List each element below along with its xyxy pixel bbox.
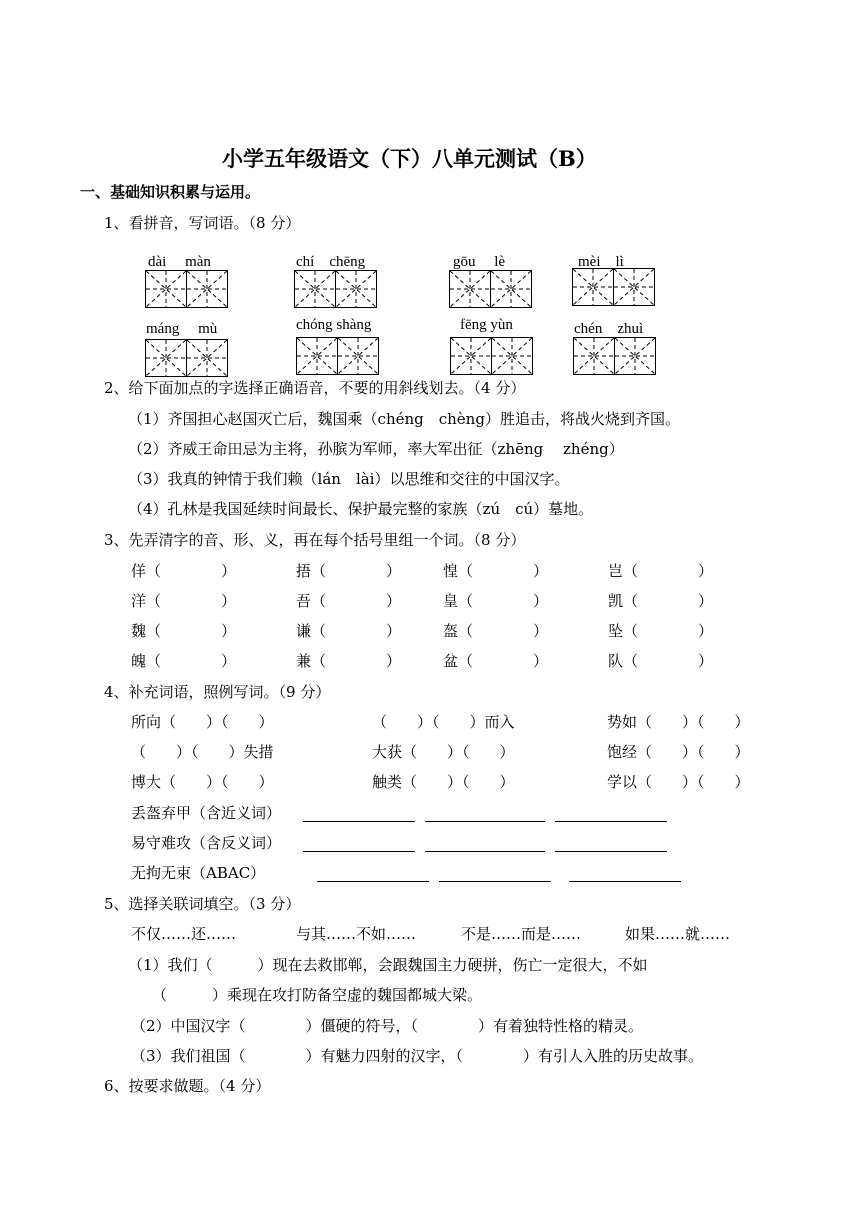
tianzige-box[interactable] <box>450 337 533 375</box>
tianzige-box[interactable] <box>572 268 655 306</box>
pinyin-label: máng mù <box>146 321 218 337</box>
q4-cell: 博大（ ）（ ） <box>131 773 274 791</box>
q3-cell: 佯（ ） <box>131 562 237 580</box>
q4-cell: 大获（ ）（ ） <box>372 743 515 761</box>
tianzige-box[interactable] <box>145 270 228 308</box>
q5-heading: 5、选择关联词填空。（3 分） <box>104 895 301 913</box>
q3-cell: 惶（ ） <box>443 562 549 580</box>
tianzige-box[interactable] <box>573 337 656 375</box>
q4-cell: 饱经（ ）（ ） <box>607 743 750 761</box>
q4-line-label: 无拘无束（ABAC） <box>131 864 266 882</box>
q3-cell: 兼（ ） <box>296 652 402 670</box>
pinyin-label: chí chēng <box>296 254 366 270</box>
q3-cell: 魏（ ） <box>131 622 237 640</box>
q2-item: （1）齐国担心赵国灭亡后，魏国乘（chéng chèng）胜追击，将战火烧到齐国。 <box>128 410 680 428</box>
q5-option: 不是……而是…… <box>461 925 582 943</box>
q4-cell: （ ）（ ）失措 <box>131 743 274 761</box>
q4-cell: 触类（ ）（ ） <box>372 773 515 791</box>
q3-cell: 洋（ ） <box>131 592 237 610</box>
q5-sentence: （3）我们祖国（ ）有魅力四射的汉字，（ ）有引人入胜的历史故事。 <box>131 1047 704 1065</box>
q4-line-label: 易守难攻（含反义词） <box>131 834 282 852</box>
answer-line[interactable] <box>317 881 429 882</box>
q3-cell: 皇（ ） <box>443 592 549 610</box>
q2-item: （2）齐威王命田忌为主将，孙膑为军师，率大军出征（zhēng zhéng） <box>128 440 624 458</box>
tianzige-box[interactable] <box>145 339 228 377</box>
q3-heading: 3、先弄清字的音、形、义，再在每个括号里组一个词。（8 分） <box>104 531 526 549</box>
q4-cell: 学以（ ）（ ） <box>607 773 750 791</box>
q5-option: 如果……就…… <box>625 925 731 943</box>
q5-option: 不仅……还…… <box>131 925 237 943</box>
q4-cell: 所向（ ）（ ） <box>131 713 274 731</box>
pinyin-label: gōu lè <box>453 254 506 270</box>
q2-item: （4）孔林是我国延续时间最长、保护最完整的家族（zú cú）墓地。 <box>128 500 594 518</box>
q4-cell: （ ）（ ）而入 <box>372 713 515 731</box>
pinyin-label: mèi lì <box>578 254 624 270</box>
page-title: 小学五年级语文（下）八单元测试（B） <box>222 146 597 171</box>
q1-heading: 1、看拼音，写词语。（8 分） <box>104 214 301 232</box>
q4-cell: 势如（ ）（ ） <box>607 713 750 731</box>
q3-cell: 谦（ ） <box>296 622 402 640</box>
q3-cell: 盆（ ） <box>443 652 549 670</box>
q3-cell: 岂（ ） <box>608 562 714 580</box>
answer-line[interactable] <box>439 881 551 882</box>
pinyin-label: dài màn <box>148 254 211 270</box>
q3-cell: 队（ ） <box>608 652 714 670</box>
q5-sentence: （1）我们（ ）现在去救邯郸，会跟魏国主力硬拼，伤亡一定很大，不如 <box>128 956 648 974</box>
q2-item: （3）我真的钟情于我们赖（lán lài）以思维和交往的中国汉字。 <box>128 470 570 488</box>
answer-line[interactable] <box>569 881 681 882</box>
answer-line[interactable] <box>303 821 415 822</box>
tianzige-box[interactable] <box>294 270 377 308</box>
q2-heading: 2、给下面加点的字选择正确语音，不要的用斜线划去。（4 分） <box>104 379 526 397</box>
pinyin-label: chóng shàng <box>296 317 372 333</box>
q3-cell: 坠（ ） <box>608 622 714 640</box>
answer-line[interactable] <box>425 821 545 822</box>
answer-line[interactable] <box>425 851 545 852</box>
q5-sentence: （ ）乘现在攻打防备空虚的魏国都城大梁。 <box>152 986 483 1004</box>
pinyin-label: chén zhuì <box>574 321 644 337</box>
q3-cell: 吾（ ） <box>296 592 402 610</box>
q4-line-label: 丢盔弃甲（含近义词） <box>131 804 282 822</box>
answer-line[interactable] <box>555 851 667 852</box>
tianzige-box[interactable] <box>296 337 379 375</box>
q3-cell: 魄（ ） <box>131 652 237 670</box>
q5-sentence: （2）中国汉字（ ）僵硬的符号，（ ）有着独特性格的精灵。 <box>131 1017 644 1035</box>
section-heading: 一、基础知识积累与运用。 <box>80 183 261 201</box>
q4-heading: 4、补充词语，照例写词。（9 分） <box>104 683 331 701</box>
tianzige-box[interactable] <box>449 270 532 308</box>
answer-line[interactable] <box>555 821 667 822</box>
q3-cell: 捂（ ） <box>296 562 402 580</box>
q5-option: 与其……不如…… <box>296 925 417 943</box>
pinyin-label: fēng yùn <box>460 317 513 333</box>
answer-line[interactable] <box>303 851 415 852</box>
q6-heading: 6、按要求做题。（4 分） <box>104 1077 271 1095</box>
q3-cell: 盔（ ） <box>443 622 549 640</box>
q3-cell: 凯（ ） <box>608 592 714 610</box>
